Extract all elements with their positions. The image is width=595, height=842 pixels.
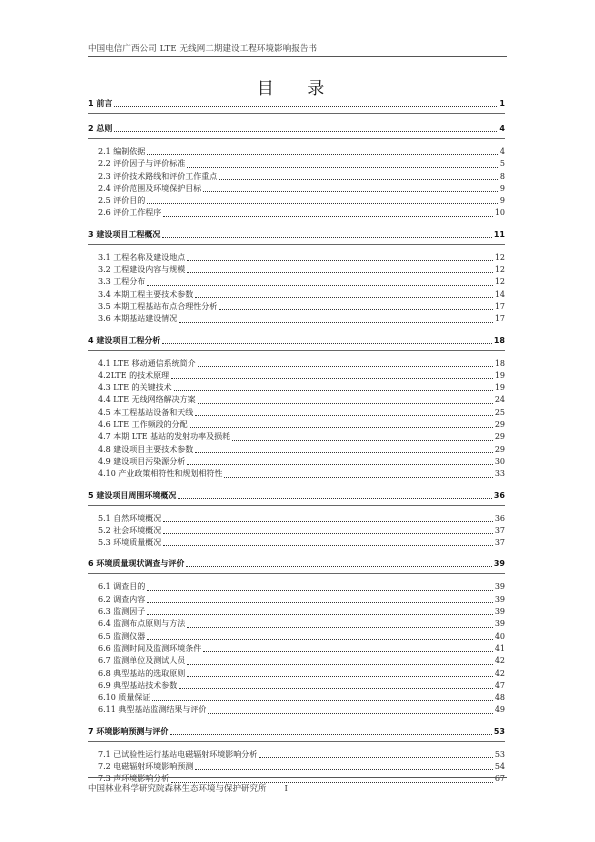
toc-entry-page: 1 (499, 99, 505, 108)
toc-entry-page: 39 (494, 594, 505, 604)
toc-entry-label: 2.5 评价目的 (98, 196, 146, 206)
toc-entry-label: 4.1 LTE 移动通信系统简介 (98, 358, 196, 368)
toc-entry-label: 2.2 评价因子与评价标准 (98, 159, 186, 169)
toc-section[interactable] (88, 606, 505, 618)
dot-leader (179, 321, 493, 323)
toc-entry-page: 48 (494, 693, 505, 703)
toc-entry-page: 53 (494, 749, 505, 759)
dot-leader (195, 451, 493, 453)
toc-entry-label: 7 环境影响预测与评价 (88, 726, 169, 736)
dot-leader (171, 377, 493, 379)
toc-section[interactable] (88, 704, 505, 716)
dot-leader (208, 712, 492, 714)
toc-entry-label: 3.6 本期基站建设情况 (98, 314, 178, 324)
dot-leader (114, 130, 497, 132)
toc-section[interactable] (88, 419, 505, 431)
toc-entry-page: 37 (494, 525, 505, 535)
toc-entry-label: 1 前言 (88, 99, 113, 108)
chapter-rule (88, 505, 505, 506)
running-footer (88, 782, 288, 794)
toc-entry-page: 12 (494, 265, 505, 275)
toc-entry-label: 6.6 监测时间及监测环境条件 (98, 643, 202, 653)
toc-entry-label: 2.1 编制依据 (98, 147, 146, 156)
toc-entry-page: 14 (494, 289, 505, 299)
toc-section[interactable] (88, 456, 505, 468)
chapter-rule (88, 244, 505, 245)
toc-section[interactable] (88, 444, 505, 456)
toc-entry-page: 4 (499, 124, 505, 133)
toc-entry-label: 3.2 工程建设内容与规模 (98, 265, 186, 275)
toc-entry-label: 4.2LTE 的技术原理 (98, 370, 170, 380)
toc-entry-page: 53 (493, 726, 505, 736)
toc-entry-label: 3.3 工程分布 (98, 277, 146, 287)
toc-chapter[interactable] (88, 98, 505, 110)
toc-entry-page: 36 (494, 513, 505, 523)
dot-leader (162, 342, 492, 344)
dot-leader (163, 532, 493, 534)
toc-section[interactable] (88, 382, 505, 394)
footer-rule (88, 777, 507, 778)
toc-section[interactable] (88, 581, 505, 593)
toc-entry-page: 29 (494, 432, 505, 442)
dot-leader (203, 650, 493, 652)
toc-section[interactable] (88, 761, 505, 773)
dot-leader (178, 497, 492, 499)
toc-section[interactable] (88, 158, 505, 170)
toc-entry-label: 4.7 本期 LTE 基站的发射功率及损耗 (98, 432, 231, 442)
toc-entry-label: 6.3 监测因子 (98, 607, 146, 617)
toc-entry-page: 17 (494, 301, 505, 311)
toc-section[interactable] (88, 370, 505, 382)
toc-entry-page: 9 (499, 196, 505, 206)
toc-section[interactable] (88, 431, 505, 443)
toc-section[interactable] (88, 171, 505, 183)
toc-entry-label: 3.4 本期工程主要技术参数 (98, 289, 194, 299)
dot-leader (203, 190, 498, 192)
toc-section[interactable] (88, 289, 505, 301)
toc-section[interactable] (88, 680, 505, 692)
toc-entry-page: 19 (494, 383, 505, 393)
toc-section[interactable] (88, 313, 505, 325)
dot-leader (152, 699, 492, 701)
toc-entry-page: 30 (494, 456, 505, 466)
dot-leader (187, 259, 493, 261)
toc-section[interactable] (88, 537, 505, 549)
toc-entry-page: 25 (494, 407, 505, 417)
toc-entry-page: 12 (494, 277, 505, 287)
toc-chapter[interactable] (88, 558, 505, 570)
toc-entry-label: 3 建设项目工程概况 (88, 229, 161, 239)
dot-leader (163, 215, 493, 217)
toc-entry-label: 7.2 电磁辐射环境影响预测 (98, 761, 194, 771)
toc-entry-page: 39 (494, 607, 505, 617)
toc-entry-page: 29 (494, 444, 505, 454)
dot-leader (198, 402, 493, 404)
toc-entry-page: 33 (494, 469, 505, 479)
toc-section[interactable] (88, 692, 505, 704)
toc-entry-page: 39 (494, 582, 505, 592)
dot-leader (195, 296, 493, 298)
toc-entry-label: 6.10 质量保证 (98, 693, 151, 703)
toc-entry-label: 6.2 调查内容 (98, 594, 146, 604)
dot-leader (219, 178, 498, 180)
toc-entry-page: 40 (494, 631, 505, 641)
dot-leader (147, 601, 493, 603)
dot-leader (174, 389, 493, 391)
dot-leader (147, 284, 493, 286)
toc-entry-page: 18 (494, 358, 505, 368)
toc-section[interactable] (88, 252, 505, 264)
toc-entry-label: 4.5 本工程基站设备和天线 (98, 407, 194, 417)
dot-leader (170, 733, 492, 735)
dot-leader (162, 236, 492, 238)
running-header: 中国电信广西公司 LTE 无线网二期建设工程环境影响报告书 (88, 44, 318, 54)
toc-entry-label: 6.11 典型基站监测结果与评价 (98, 705, 207, 715)
toc-chapter[interactable] (88, 490, 505, 502)
toc-entry-label: 3.5 本期工程基站布点合理性分析 (98, 301, 218, 311)
dot-leader (259, 756, 493, 758)
dot-leader (147, 202, 498, 204)
toc-entry-label: 2 总则 (88, 124, 113, 133)
toc-section[interactable] (88, 358, 505, 370)
toc-section[interactable] (88, 407, 505, 419)
toc-entry-label: 4.10 产业政策相符性和规划相符性 (98, 469, 223, 479)
toc-entry-label: 5.1 自然环境概况 (98, 513, 162, 523)
toc-entry-label: 5 建设项目周围环境概况 (88, 490, 177, 500)
toc-entry-page: 10 (494, 208, 505, 218)
dot-leader (147, 153, 498, 155)
toc-section[interactable] (88, 146, 505, 158)
toc-entry-label: 6.4 监测布点原则与方法 (98, 619, 186, 629)
dot-leader (187, 663, 493, 665)
toc-entry-page: 11 (493, 229, 505, 239)
toc-section[interactable] (88, 668, 505, 680)
toc-section[interactable] (88, 183, 505, 195)
dot-leader (186, 565, 492, 567)
toc-entry-page: 39 (493, 559, 505, 569)
toc-entry-label: 4.6 LTE 工作频段的分配 (98, 420, 188, 430)
chapter-rule (88, 138, 505, 139)
toc-entry-page: 5 (499, 159, 505, 169)
toc-section[interactable] (88, 594, 505, 606)
toc-entry-label: 6.8 典型基站的选取原则 (98, 668, 186, 678)
toc-chapter[interactable] (88, 726, 505, 738)
toc-entry-label: 4 建设项目工程分析 (88, 335, 161, 345)
toc-section[interactable] (88, 525, 505, 537)
toc-entry-label: 2.3 评价技术路线和评价工作重点 (98, 171, 218, 181)
toc-section[interactable] (88, 631, 505, 643)
toc-chapter[interactable] (88, 335, 505, 347)
dot-leader (232, 439, 493, 441)
toc-section[interactable] (88, 655, 505, 667)
toc-chapter[interactable] (88, 123, 505, 135)
dot-leader (187, 271, 493, 273)
toc-entry-page: 19 (494, 370, 505, 380)
toc-entry-label: 5.2 社会环境概况 (98, 525, 162, 535)
toc-entry-page: 36 (493, 490, 505, 500)
toc-entry-page: 17 (494, 314, 505, 324)
toc-entry-page: 54 (494, 761, 505, 771)
dot-leader (179, 687, 493, 689)
chapter-rule (88, 741, 505, 742)
dot-leader (187, 675, 493, 677)
toc-entry-label: 4.4 LTE 无线网络解决方案 (98, 395, 196, 405)
toc-section[interactable] (88, 643, 505, 655)
dot-leader (147, 638, 493, 640)
toc-entry-label: 2.6 评价工作程序 (98, 208, 162, 218)
dot-leader (163, 520, 493, 522)
toc-entry-page: 41 (494, 643, 505, 653)
toc-entry-label: 2.4 评价范围及环境保护目标 (98, 183, 202, 193)
toc-section[interactable] (88, 264, 505, 276)
toc-entry-page: 67 (494, 774, 505, 784)
dot-leader (114, 105, 497, 107)
dot-leader (224, 476, 492, 478)
toc-entry-page: 37 (494, 538, 505, 548)
toc-section[interactable] (88, 618, 505, 630)
toc-entry-label: 6.7 监测单位及测试人员 (98, 656, 186, 666)
toc-chapter[interactable] (88, 229, 505, 241)
toc-entry-page: 24 (494, 395, 505, 405)
footer-page-number: I (284, 784, 288, 794)
table-of-contents (88, 98, 505, 786)
dot-leader (195, 414, 493, 416)
toc-entry-label: 4.8 建设项目主要技术参数 (98, 444, 194, 454)
dot-leader (147, 589, 493, 591)
toc-entry-page: 29 (494, 420, 505, 430)
toc-entry-label: 6.1 调查目的 (98, 582, 146, 592)
dot-leader (187, 626, 493, 628)
dot-leader (187, 166, 498, 168)
dot-leader (163, 544, 493, 546)
toc-section[interactable] (88, 468, 505, 480)
toc-section[interactable] (88, 207, 505, 219)
toc-entry-label: 7.1 已试验性运行基站电磁辐射环境影响分析 (98, 749, 258, 759)
dot-leader (190, 426, 493, 428)
toc-entry-label: 7.3 声环境影响分析 (98, 774, 170, 784)
dot-leader (195, 768, 493, 770)
toc-entry-page: 42 (494, 656, 505, 666)
header-rule (88, 56, 507, 57)
toc-section[interactable] (88, 513, 505, 525)
toc-entry-page: 8 (499, 171, 505, 181)
chapter-rule (88, 113, 505, 114)
toc-entry-label: 5.3 环境质量概况 (98, 538, 162, 548)
toc-entry-label: 6 环境质量现状调查与评价 (88, 559, 185, 569)
toc-title: 目 录 (256, 79, 339, 99)
toc-section[interactable] (88, 276, 505, 288)
dot-leader (187, 463, 493, 465)
dot-leader (147, 613, 493, 615)
toc-entry-page: 49 (494, 705, 505, 715)
dot-leader (219, 308, 493, 310)
toc-entry-page: 9 (499, 183, 505, 193)
footer-organization: 中国林业科学研究院森林生态环境与保护研究所 (88, 784, 267, 794)
toc-entry-label: 4.9 建设项目污染源分析 (98, 456, 186, 466)
toc-entry-label: 3.1 工程名称及建设地点 (98, 252, 186, 262)
toc-entry-label: 4.3 LTE 的关键技术 (98, 383, 172, 393)
toc-section[interactable] (88, 195, 505, 207)
toc-section[interactable] (88, 749, 505, 761)
toc-section[interactable] (88, 301, 505, 313)
dot-leader (198, 365, 493, 367)
toc-entry-label: 6.9 典型基站技术参数 (98, 680, 178, 690)
toc-entry-label: 6.5 监测仪器 (98, 631, 146, 641)
toc-entry-page: 39 (494, 619, 505, 629)
chapter-rule (88, 350, 505, 351)
toc-section[interactable] (88, 394, 505, 406)
toc-entry-page: 12 (494, 252, 505, 262)
toc-entry-page: 47 (494, 680, 505, 690)
chapter-rule (88, 573, 505, 574)
toc-entry-page: 18 (493, 335, 505, 345)
toc-entry-page: 42 (494, 668, 505, 678)
toc-entry-page: 4 (499, 147, 505, 156)
